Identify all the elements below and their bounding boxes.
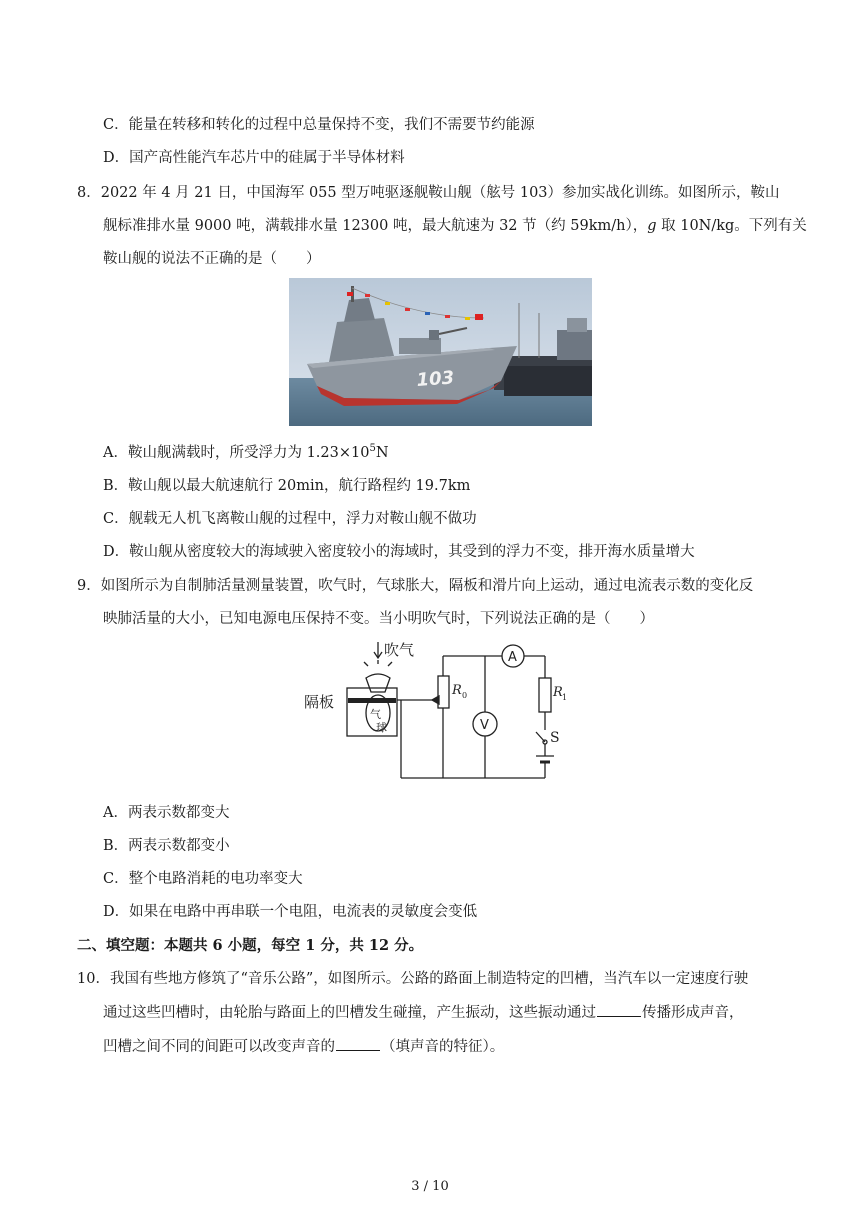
partition-plate bbox=[348, 698, 396, 703]
r0-label: R bbox=[452, 683, 462, 698]
q10-stem-line3 bbox=[103, 1035, 504, 1056]
q9-option-d: D．如果在电路中再串联一个电阻，电流表的灵敏度会变低 bbox=[103, 904, 478, 920]
q8-stem-line2-a: 舰标准排水量 9000 吨，满载排水量 12300 吨，最大航速为 32 节（约 59km/h）， bbox=[103, 218, 648, 234]
switch-label: S bbox=[550, 730, 560, 746]
q10-stem-line2-a: 通过这些凹槽时，由轮胎与路面上的凹槽发生碰撞，产生振动，这些振动通过 bbox=[103, 1005, 596, 1021]
q8-option-c: C．舰载无人机飞离鞍山舰的过程中，浮力对鞍山舰不做功 bbox=[103, 511, 477, 527]
ammeter-label: A bbox=[508, 650, 517, 665]
q10-blank-2[interactable] bbox=[336, 1036, 380, 1051]
q8-option-b: B．鞍山舰以最大航速航行 20min，航行路程约 19.7km bbox=[103, 478, 471, 494]
q10-stem-line1: 10．我国有些地方修筑了“音乐公路”，如图所示。公路的路面上制造特定的凹槽，当汽车以一定速度行驶 bbox=[77, 971, 749, 987]
q8-stem-line2-b: 取 10N/kg。下列有关 bbox=[656, 218, 807, 234]
lung-capacity-circuit-diagram bbox=[304, 638, 568, 784]
q9-stem-line2: 映肺活量的大小，已知电源电压保持不变。当小明吹气时，下列说法正确的是（ ） bbox=[103, 611, 654, 627]
r0-subscript: 0 bbox=[462, 691, 468, 700]
q10-stem-line3-b: （填声音的特征）。 bbox=[381, 1039, 505, 1055]
q9-option-a: A．两表示数都变大 bbox=[103, 805, 230, 821]
prev-option-c: C．能量在转移和转化的过程中总量保持不变，我们不需要节约能源 bbox=[103, 117, 535, 133]
prev-option-d: D．国产高性能汽车芯片中的硅属于半导体材料 bbox=[103, 150, 405, 166]
blow-label: 吹气 bbox=[384, 641, 415, 659]
r1-subscript: 1 bbox=[562, 693, 568, 702]
q9-option-c: C．整个电路消耗的电功率变大 bbox=[103, 871, 303, 887]
q9-stem-line1: 9．如图所示为自制肺活量测量装置，吹气时，气球胀大，隔板和滑片向上运动，通过电流表示数的变化反 bbox=[77, 578, 754, 594]
q8-option-a-unit: N bbox=[375, 445, 389, 461]
q8-option-d: D．鞍山舰从密度较大的海域驶入密度较小的海域时，其受到的浮力不变，排开海水质量增大 bbox=[103, 544, 695, 560]
q8-stem-line3: 鞍山舰的说法不正确的是（ ） bbox=[103, 251, 321, 267]
q8-g-symbol: g bbox=[647, 218, 657, 234]
q10-stem-line2 bbox=[103, 1001, 744, 1022]
q8-option-a bbox=[103, 441, 389, 462]
hull-number: 103 bbox=[415, 367, 455, 391]
q8-option-a-exponent: 5 bbox=[369, 443, 376, 455]
q9-option-b: B．两表示数都变小 bbox=[103, 838, 230, 854]
q10-stem-line2-b: 传播形成声音， bbox=[642, 1005, 744, 1021]
q8-stem-line2 bbox=[103, 214, 807, 235]
partition-label: 隔板 bbox=[304, 693, 335, 711]
page-number: 3 / 10 bbox=[411, 1179, 449, 1194]
balloon-label-2: 球 bbox=[376, 721, 387, 734]
q10-blank-1[interactable] bbox=[597, 1002, 641, 1017]
voltmeter-label: V bbox=[480, 718, 489, 733]
r1-label: R bbox=[553, 685, 563, 700]
section-heading-fill-in: 二、填空题：本题共 6 小题，每空 1 分，共 12 分。 bbox=[77, 937, 424, 954]
balloon-label-1: 气 bbox=[370, 708, 381, 721]
q10-stem-line3-a: 凹槽之间不同的间距可以改变声音的 bbox=[103, 1039, 335, 1055]
q8-option-a-text: A．鞍山舰满载时，所受浮力为 1.23×10 bbox=[103, 445, 370, 461]
destroyer-photo bbox=[289, 278, 592, 426]
q8-stem-line1: 8．2022 年 4 月 21 日，中国海军 055 型万吨驱逐舰鞍山舰（舷号 103）参加实战化训练。如图所示，鞍山 bbox=[77, 185, 780, 201]
